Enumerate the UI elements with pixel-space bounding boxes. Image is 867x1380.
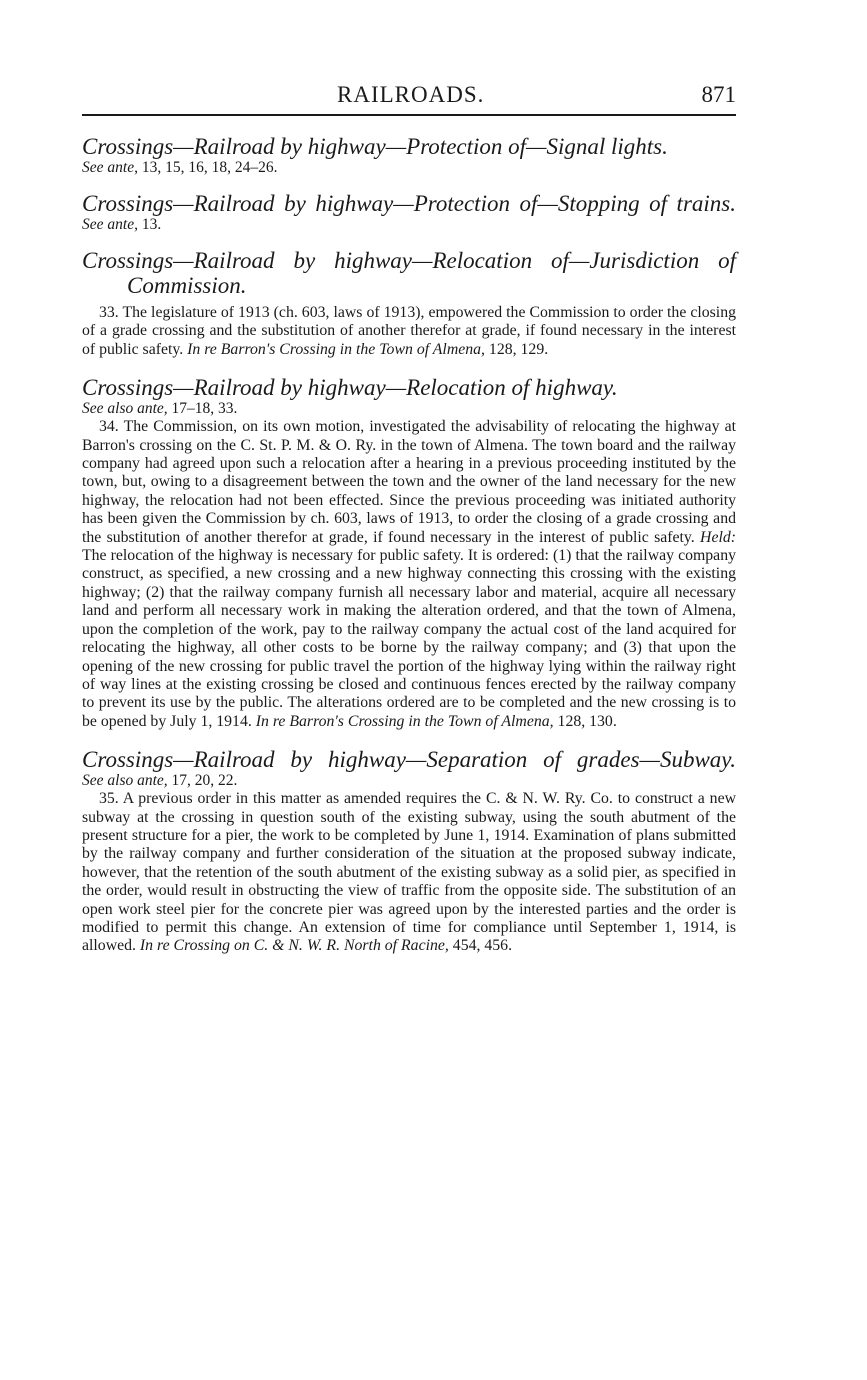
section-heading: Crossings—Railroad by highway—Separation of grades—Subway. — [82, 747, 736, 773]
section-heading: Crossings—Railroad by highway—Relocation of highway. — [82, 375, 618, 401]
section-relocation-highway — [82, 375, 736, 731]
paragraph-35 — [82, 790, 736, 956]
case-citation: In re Barron's Crossing in the Town of Almena, — [187, 340, 485, 358]
held-label: Held: — [700, 528, 736, 546]
see-reference — [82, 772, 736, 790]
see-label: See also ante, — [82, 400, 168, 418]
page-number: 871 — [701, 82, 736, 107]
page — [82, 82, 736, 956]
see-refs: 17, 20, 22. — [167, 772, 238, 790]
header-title: RAILROADS. — [337, 82, 485, 107]
section-heading: Crossings—Railroad by highway—Relocation of—Jurisdiction of Commission. — [82, 248, 736, 298]
para-text: 33. The legislature of 1913 (ch. 603, laws of 1913), empowered the Commission to order the closing of a grade crossing and the substitution of another therefor at grade, if found necessary in the interest of public safety. — [82, 304, 736, 358]
section-heading: Crossings—Railroad by highway—Protection of—Signal lights. — [82, 134, 668, 159]
see-label: See ante, — [82, 216, 138, 233]
section-stopping-trains — [82, 191, 736, 234]
section-heading: Crossings—Railroad by highway—Protection of—Stopping of trains. — [82, 191, 736, 216]
paragraph-33 — [82, 304, 736, 359]
see-refs: 17–18, 33. — [167, 400, 238, 418]
see-refs: 13. — [137, 216, 162, 233]
see-refs: 13, 15, 16, 18, 24–26. — [137, 159, 278, 176]
section-jurisdiction — [82, 248, 736, 359]
para-text: 35. A previous order in this matter as amended requires the C. & N. W. Ry. Co. to construct a new subway at the crossing in question south of the existing subway, using the south abutment of the present structure for a pier, the work to be completed by June 1, 1914. Examination of plans submitted by the railway company and further consideration of the situation at the proposed subway indicate, however, that the retention of the south abutment of the existing subway as a solid pier, as specified in the order, would result in obstructing the view of traffic from the opposite side. The substitution of an open work steel pier for the concrete pier was agreed upon by the interested parties and the order is modified to permit this change. An extension of time for compliance until September 1, 1914, is allowed. — [82, 790, 736, 955]
section-separation-grades — [82, 747, 736, 956]
running-header — [82, 82, 736, 110]
citation-pages: 454, 456. — [448, 937, 513, 955]
header-rule — [82, 114, 736, 116]
para-text-b: The relocation of the highway is necessary for public safety. It is ordered: (1) that the railway company construct, as specified, a new crossing and a new highway connecting this crossing with the existing highway; (2) that the railway company furnish all necessary labor and material, acquire all necessary land and perform all necessary work in making the alteration ordered, and that the town of Almena, upon the completion of the work, pay to the railway company the actual cost of the land acquired for relocating the highway, all other costs to be borne by the railway company; and (3) that upon the opening of the new crossing for public travel the portion of the highway lying within the railway right of way lines at the existing crossing be closed and continuous fences erected by the railway company to prevent its use by the public. The alterations ordered are to be completed and the new crossing is to be opened by July 1, 1914. — [82, 547, 736, 730]
section-signal-lights — [82, 134, 736, 177]
case-citation: In re Crossing on C. & N. W. R. North of Racine, — [139, 937, 449, 955]
paragraph-34 — [82, 418, 736, 731]
see-reference — [82, 400, 736, 418]
citation-pages: 128, 129. — [484, 340, 549, 358]
see-reference — [82, 216, 736, 234]
see-label: See also ante, — [82, 772, 168, 790]
para-text-a: 34. The Commission, on its own motion, investigated the advisability of relocating the highway at Barron's crossing on the C. St. P. M. & O. Ry. in the town of Almena. The town board and the railway company had agreed upon such a relocation after a hearing in a previous proceeding instituted by the town, but, owing to a disagreement between the town and the owner of the land necessary for the new highway, the relocation had not been effected. Since the previous proceeding was initiated authority has been given the Commission by ch. 603, laws of 1913, to order the closing of a grade crossing and the substitution of another therefor at grade, if found necessary in the interest of public safety. — [82, 418, 736, 546]
see-label: See ante, — [82, 159, 138, 176]
case-citation: In re Barron's Crossing in the Town of Almena, — [255, 712, 554, 730]
see-reference — [82, 159, 736, 177]
citation-pages: 128, 130. — [553, 712, 617, 730]
